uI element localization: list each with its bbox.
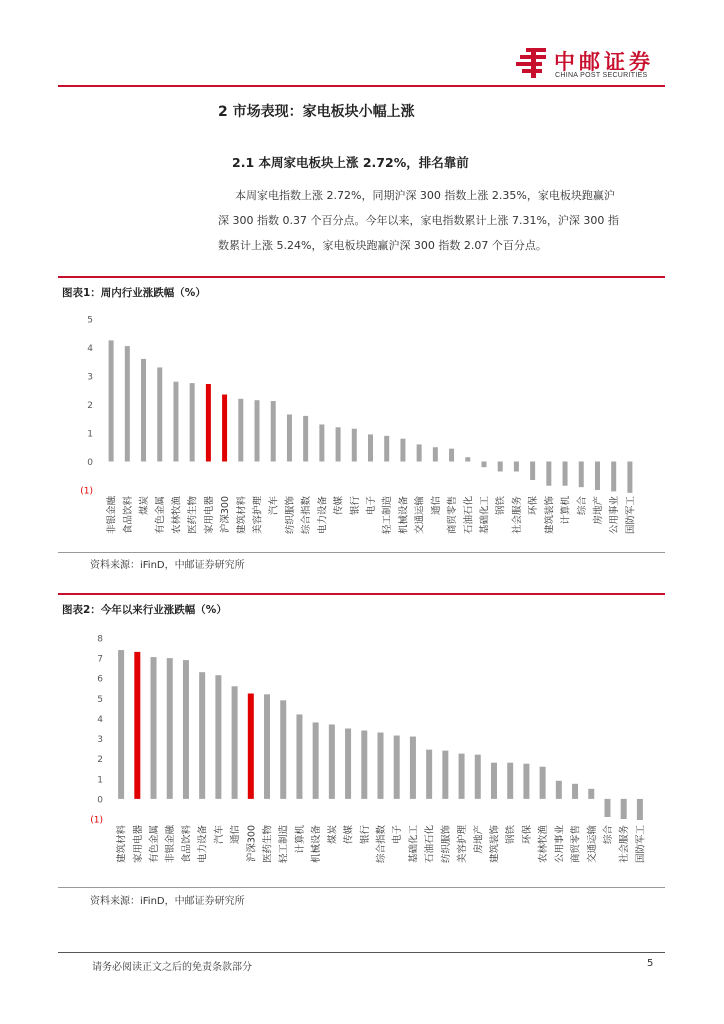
x-tick-label: 商贸零售 (447, 496, 459, 535)
x-tick-label: 建筑材料 (236, 496, 248, 535)
x-tick-label: 家用电器 (203, 496, 215, 535)
bar (264, 694, 270, 799)
header-divider (58, 85, 665, 87)
x-tick-label: 钢铁 (505, 825, 517, 845)
x-tick-label: 石油石化 (424, 825, 436, 864)
y-tick-label: (1) (90, 815, 103, 826)
bar (183, 660, 189, 799)
bar (125, 346, 130, 461)
bar (465, 457, 470, 461)
x-tick-label: 环保 (521, 825, 533, 845)
x-tick-label: 电子 (366, 496, 377, 516)
x-tick-label: 食品饮料 (181, 825, 193, 864)
bar (394, 736, 400, 799)
y-tick-label: 3 (87, 372, 93, 383)
bar (296, 714, 302, 798)
brand-name-cn: 中邮证券 (554, 50, 654, 74)
x-tick-label: 公用事业 (554, 825, 566, 864)
x-tick-label: 美容护理 (252, 496, 264, 535)
bar (459, 754, 465, 799)
brand-logo (514, 46, 674, 80)
china-post-logo-icon (514, 46, 550, 80)
bar (556, 781, 562, 799)
x-tick-label: 医药生物 (187, 496, 199, 535)
bar (368, 434, 373, 461)
bar (442, 751, 448, 799)
y-tick-label: 5 (87, 315, 93, 326)
x-tick-label: 计算机 (294, 825, 306, 854)
y-tick-label: 0 (87, 458, 93, 468)
bar (151, 657, 157, 799)
x-tick-label: 通信 (230, 825, 242, 845)
figure-source: 资料来源：iFinD，中邮证券研究所 (90, 896, 245, 907)
x-tick-label: 国防军工 (625, 496, 637, 535)
brand-name-en: CHINA POST SECURITIES (555, 72, 648, 79)
y-tick-label: 2 (97, 755, 103, 766)
x-tick-label: 汽车 (213, 825, 225, 845)
paragraph-line: 数累计上涨 5.24%，家电板块跑赢沪深 300 指数 2.07 个百分点。 (218, 239, 547, 252)
bar (400, 439, 405, 462)
bar (303, 416, 308, 462)
bar (563, 462, 568, 486)
bar (491, 763, 497, 799)
x-tick-label: 交通运输 (586, 825, 598, 864)
bar (433, 447, 438, 461)
bar (206, 384, 211, 462)
x-tick-label: 社会服务 (511, 496, 523, 535)
bar (222, 395, 227, 462)
ytd-industry-bar-chart (58, 624, 665, 884)
bar (199, 672, 205, 799)
x-tick-label: 食品饮料 (122, 496, 134, 535)
x-tick-label: 医药生物 (262, 825, 274, 864)
bar (352, 429, 357, 462)
x-tick-label: 沪深300 (220, 496, 232, 534)
bar (190, 383, 195, 461)
x-tick-label: 计算机 (560, 496, 572, 525)
bar (336, 427, 341, 461)
x-tick-label: 公用事业 (609, 496, 621, 535)
bar (621, 799, 627, 819)
footer-divider (58, 952, 665, 953)
figure-bottom-line (58, 887, 665, 888)
x-tick-label: 家用电器 (132, 825, 144, 864)
bar (417, 444, 422, 461)
weekly-industry-bar-chart (58, 305, 665, 550)
x-tick-label: 建筑装饰 (544, 496, 556, 535)
x-tick-label: 有色金属 (155, 496, 167, 535)
figure-title: 图表1：周内行业涨跌幅（%） (62, 287, 206, 299)
bar (627, 462, 632, 493)
x-tick-label: 机械设备 (311, 825, 323, 864)
x-tick-label: 银行 (359, 825, 371, 845)
bar (611, 462, 616, 492)
x-tick-label: 综合 (602, 825, 614, 845)
figure-bottom-line (58, 552, 665, 553)
y-tick-label: 4 (87, 344, 93, 354)
figure-top-line (58, 276, 665, 278)
x-tick-label: 电力设备 (197, 825, 209, 864)
x-tick-label: 农林牧渔 (171, 496, 183, 535)
x-tick-label: 电力设备 (317, 496, 329, 535)
bar (604, 799, 610, 817)
footer-disclaimer: 请务必阅读正文之后的免责条款部分 (92, 962, 252, 973)
bar (498, 462, 503, 472)
bar (475, 755, 481, 799)
bar (410, 737, 416, 799)
x-tick-label: 社会服务 (619, 825, 631, 864)
bar (449, 449, 454, 462)
bar (109, 340, 114, 461)
y-tick-label: 0 (97, 795, 103, 806)
x-tick-label: 机械设备 (398, 496, 410, 535)
x-tick-label: 通信 (430, 496, 442, 516)
x-tick-label: 环保 (528, 496, 540, 516)
bar (384, 436, 389, 462)
x-tick-label: 轻工制造 (278, 825, 290, 864)
bar (426, 750, 432, 799)
x-tick-label: 房地产 (592, 496, 604, 525)
y-tick-label: 4 (97, 714, 103, 725)
bar (232, 686, 238, 799)
bar (579, 462, 584, 488)
bar (481, 462, 486, 468)
bar (319, 424, 324, 461)
bar (588, 789, 594, 799)
x-tick-label: 农林牧渔 (538, 825, 550, 864)
bar (238, 399, 243, 462)
section-title: 2 市场表现：家电板块小幅上涨 (218, 104, 415, 120)
y-tick-label: 1 (87, 429, 93, 440)
y-tick-label: 6 (97, 674, 103, 685)
bar (215, 675, 221, 799)
page-number: 5 (647, 958, 654, 969)
x-tick-label: 综合 (576, 496, 588, 516)
figure-source: 资料来源：iFinD，中邮证券研究所 (90, 560, 245, 571)
bar (248, 694, 254, 799)
x-tick-label: 纺织服饰 (440, 825, 452, 864)
bar (134, 652, 140, 799)
x-tick-label: 综合指数 (301, 496, 313, 535)
paragraph-line: 深 300 指数 0.37 个百分点。今年以来，家电指数累计上涨 7.31%，沪深 300 指 (218, 214, 619, 227)
x-tick-label: 基础化工 (408, 825, 420, 864)
bar (167, 658, 173, 799)
bar (345, 729, 351, 799)
bar (313, 722, 319, 798)
x-tick-label: 钢铁 (495, 496, 507, 516)
x-tick-label: 传媒 (343, 825, 355, 845)
x-tick-label: 建筑装饰 (489, 825, 501, 864)
x-tick-label: 建筑材料 (116, 825, 128, 864)
x-tick-label: 综合指数 (376, 825, 387, 864)
x-tick-label: 非银金融 (165, 825, 177, 864)
x-tick-label: 纺织服饰 (284, 496, 296, 535)
bar (271, 401, 276, 461)
y-tick-label: 1 (97, 775, 103, 786)
bar (329, 724, 335, 798)
bar (572, 784, 578, 799)
x-tick-label: 传媒 (333, 496, 345, 516)
x-tick-label: 石油石化 (463, 496, 475, 535)
paragraph-line: 本周家电指数上涨 2.72%，同期沪深 300 指数上涨 2.35%，家电板块跑赢沪 (235, 189, 615, 202)
figure-title: 图表2：今年以来行业涨跌幅（%） (62, 604, 227, 616)
x-tick-label: 电子 (392, 825, 404, 845)
x-tick-label: 商贸零售 (570, 825, 582, 864)
bar (378, 733, 384, 799)
x-tick-label: 国防军工 (635, 825, 647, 864)
x-tick-label: 沪深300 (246, 825, 258, 863)
bar (546, 462, 551, 486)
bar (255, 400, 260, 461)
bar (141, 359, 146, 462)
figure-top-line (58, 593, 665, 595)
y-tick-label: 8 (97, 634, 103, 645)
bar (540, 767, 546, 799)
x-tick-label: 美容护理 (457, 825, 469, 864)
subsection-title: 2.1 本周家电板块上涨 2.72%，排名靠前 (232, 155, 469, 170)
x-tick-label: 有色金属 (149, 825, 161, 864)
x-tick-label: 煤炭 (327, 825, 339, 845)
bar (361, 731, 367, 799)
x-tick-label: 非银金融 (106, 496, 118, 535)
bar (530, 462, 535, 481)
x-tick-label: 房地产 (473, 825, 485, 854)
bar (523, 764, 529, 799)
bar (595, 462, 600, 491)
x-tick-label: 汽车 (268, 496, 280, 516)
bar (637, 799, 643, 820)
bar (514, 462, 519, 472)
bar (118, 650, 124, 799)
bar (507, 763, 513, 799)
y-tick-label: (1) (80, 486, 93, 497)
bar (173, 382, 178, 462)
bar (157, 367, 162, 461)
x-tick-label: 煤炭 (139, 496, 151, 516)
x-tick-label: 轻工制造 (382, 496, 394, 535)
x-tick-label: 交通运输 (414, 496, 426, 535)
bar (287, 414, 292, 461)
x-tick-label: 银行 (349, 496, 361, 516)
y-tick-label: 2 (87, 401, 93, 411)
y-tick-label: 3 (97, 735, 103, 746)
y-tick-label: 5 (97, 694, 103, 705)
y-tick-label: 7 (97, 654, 103, 665)
bar (280, 700, 286, 799)
x-tick-label: 基础化工 (479, 496, 491, 535)
